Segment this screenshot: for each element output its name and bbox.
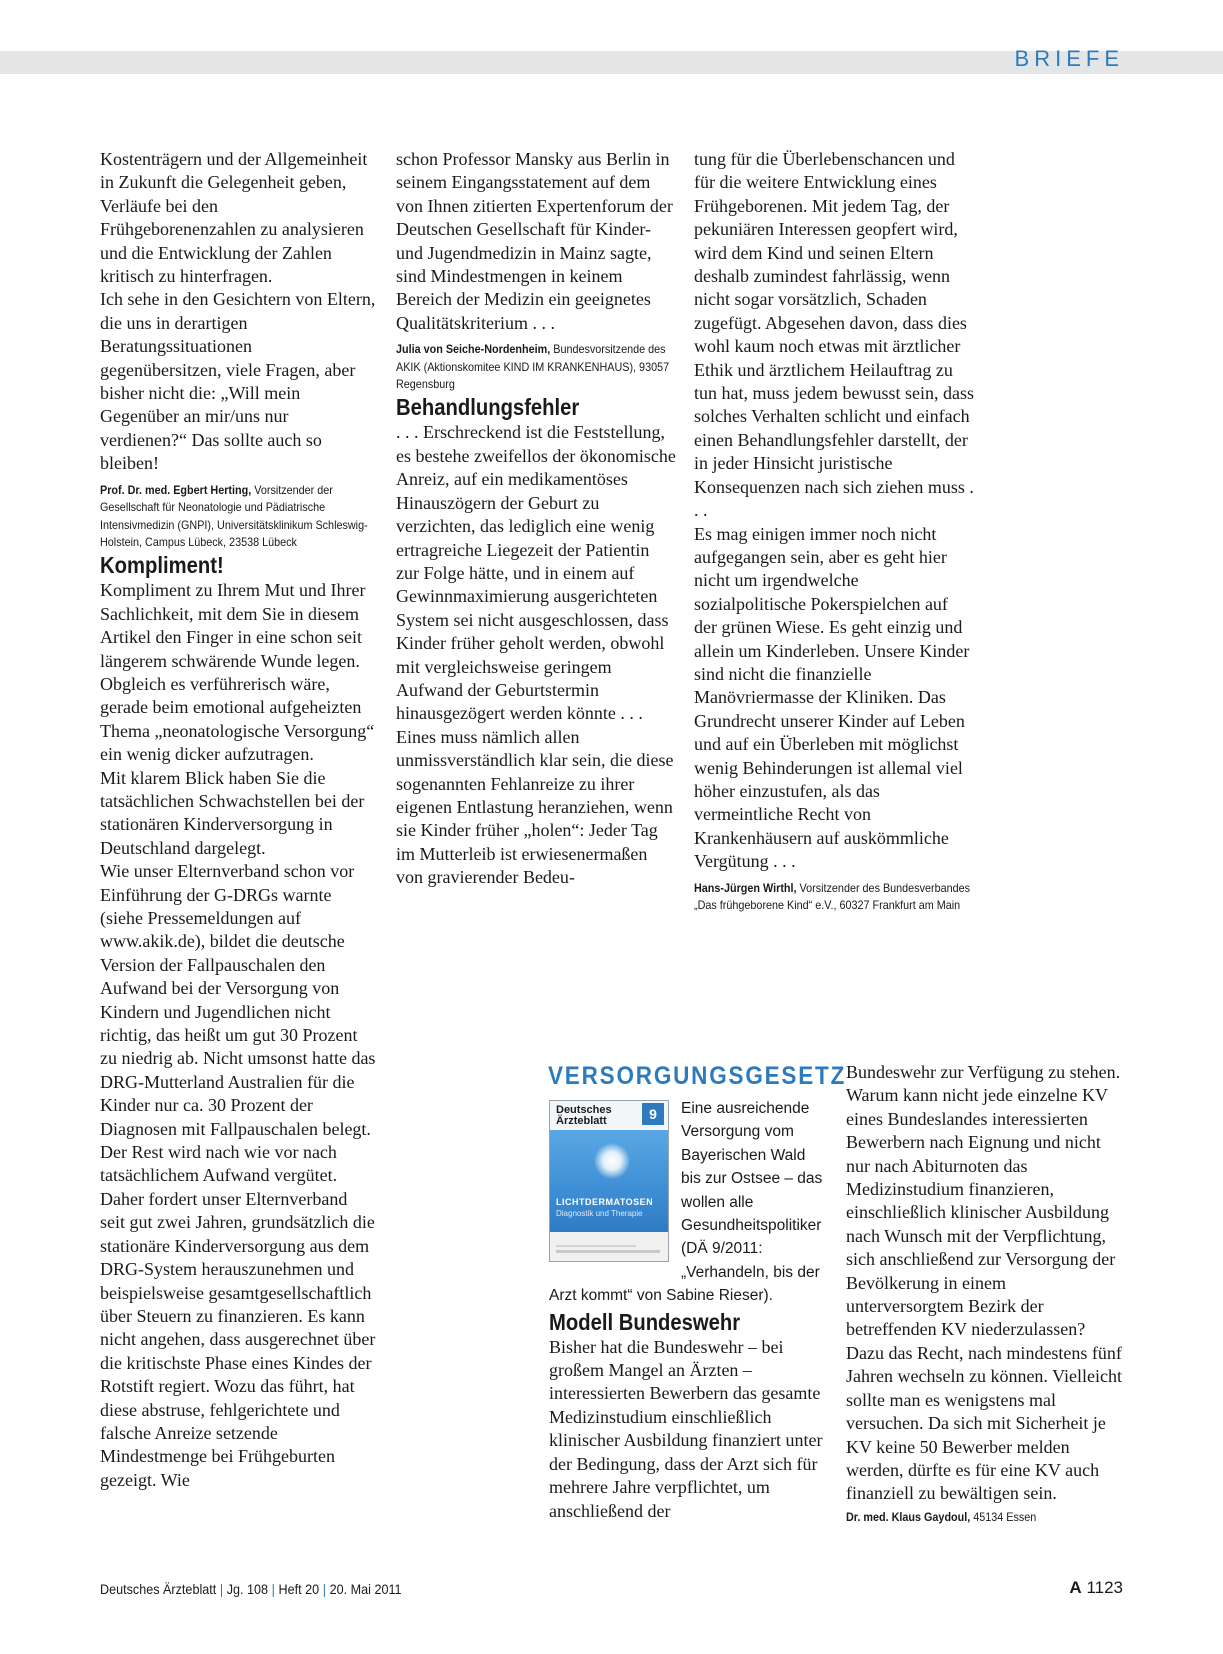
date: 20. Mai 2011 [329, 1581, 402, 1597]
page-number-value: 1123 [1086, 1578, 1123, 1597]
topic-label: VERSORGUNGSGESETZ [548, 1062, 847, 1090]
divider: | [219, 1581, 224, 1597]
magazine-cover-image [549, 1100, 669, 1262]
signature-affiliation: Bundesvorsitzende des AKIK (Aktionskomitee KIND IM KRANKENHAUS), 93057 Regensburg [396, 342, 670, 392]
letter-signature [694, 880, 974, 915]
paragraph: Daher fordert unser Elternverband seit gut zwei Jahren, grundsätzlich die stationäre Kinderversorgung aus dem DRG-System herauszunehmen und beispielsweise gesamtgesellschaftlich über Steuern zu finanzieren. Es kann nicht angehen, dass ausgerechnet über die kritischste Phase eines Kindes der Rotstift regiert. Wozu das führt, hat diese abstruse, fehlgerichtete und falsche Anreize setzende Mindestmenge bei Frühgeburten gezeigt. Wie [100, 1188, 376, 1490]
cover-brand: Deutsches Ärzteblatt [556, 1104, 612, 1127]
teaser-block [549, 1097, 829, 1523]
paragraph: Warum kann nicht jede einzelne KV eines Bundeslandes interessierten Bewerbern nach Eignung und nicht nur nach Abiturnoten das Medizinstudium finanzieren, einschließlich klinischer Ausbildung nach Wunsch mit der Verpflichtung, sich anschließend zur Versorgung der Bevölkerung in einem unterversorgtem Bezirk der betreffenden KV niederzulassen? [846, 1085, 1116, 1340]
cover-title: LICHTDERMATOSEN [556, 1197, 654, 1207]
letter-heading: Modell Bundeswehr [549, 1308, 741, 1335]
paragraph: Ich sehe in den Gesichtern von Eltern, die uns in derartigen Beratungssituationen gegenübersitzen, viele Fragen, aber bisher nicht die: „Will mein Gegenüber an mir/uns nur verdienen?“ Das sollte auch so bleiben! [100, 289, 376, 474]
paragraph: Kostenträgern und der Allgemeinheit in Zukunft die Gelegenheit geben, Verläufe bei den Frühgeborenenzahlen zu analysieren und die Entwicklung der Zahlen kritisch zu hinterfragen. [100, 149, 368, 287]
divider: | [271, 1581, 275, 1597]
issue: Heft 20 [278, 1581, 320, 1597]
column-3 [694, 148, 974, 914]
paragraph: Mit klarem Blick haben Sie die tatsächlichen Schwachstellen bei der stationären Kinderversorgung in Deutschland dargelegt. [100, 767, 365, 858]
column-2 [396, 148, 676, 890]
column-5 [846, 1061, 1126, 1526]
cover-text-line [556, 1250, 660, 1253]
paragraph: Dazu das Recht, nach mindestens fünf Jahren wechseln zu können. Vielleicht sollte man es wenigstens mal versuchen. Da sich mit Sicherheit je KV keine 50 Bewerber melden werden, dürfte es für eine KV auch finanziell zu bewältigen sein. [846, 1342, 1122, 1504]
paragraph: schon Professor Mansky aus Berlin in seinem Eingangsstatement auf dem von Ihnen zitierten Expertenforum der Deutschen Gesellschaft für Kinder- und Jugendmedizin in Mainz sagte, sind Mindestmengen in keinem Bereich der Medizin ein geeignetes Qualitätskriterium . . . [396, 149, 673, 333]
signature-affiliation: Vorsitzender der Gesellschaft für Neonatologie und Pädiatrische Intensivmedizin (GNPI), Universitätsklinikum Schleswig-Holstein, Campus Lübeck, 23538 Lübeck [100, 482, 368, 549]
letter-heading: Kompliment! [100, 552, 224, 579]
signature-name: Prof. Dr. med. Egbert Herting, [100, 482, 252, 497]
divider: | [322, 1581, 327, 1597]
signature-affiliation: Vorsitzender des Bundesverbandes „Das frühgeborene Kind“ e.V., 60327 Frankfurt am Main [694, 880, 971, 912]
paragraph: tung für die Überlebenschancen und für die weitere Entwicklung eines Frühgeborenen. Mit jedem Tag, der pekuniären Interessen geopfert wird, wird dem Kind und seinen Eltern deshalb zumindest fahrlässig, wenn nicht sogar vorsätzlich, Schaden zugefügt. Abgesehen davon, dass dies wohl kaum noch etwas mit ärztlicher Ethik und ärztlichem Heilauftrag zu tun hat, muss jedem bewusst sein, dass solches Verhalten schlicht und einfach einen Behandlungsfehler darstellt, der in jeder Hinsicht juristische Konsequenzen nach sich ziehen muss . . . [694, 149, 974, 521]
journal-name: Deutsches Ärzteblatt [100, 1581, 217, 1597]
paragraph: Eines muss nämlich allen unmissverständlich klar sein, die diese sogenannten Fehlanreize zu ihrer eigenen Entlastung heranziehen, wenn sie Kinder früher „holen“: Jeder Tag im Mutterleib ist erwiesenermaßen von gravierender Bedeu- [396, 726, 674, 888]
paragraph: Bisher hat die Bundeswehr – bei großem Mangel an Ärzten – interessierten Bewerbern das gesamte Medizinstudium einschließlich klinischer Ausbildung finanziert unter der Bedingung, dass der Arzt sich für mehrere Jahre verpflichtet, um anschließend der [549, 1336, 823, 1521]
paragraph: Wie unser Elternverband schon vor Einführung der G-DRGs warnte (siehe Pressemeldungen auf www.akik.de), bildet die deutsche Version der Fallpauschalen den Aufwand bei der Versorgung von Kindern und Jugendlichen nicht richtig, das heißt um gut 30 Prozent zu niedrig ab. Nicht umsonst hatte das DRG-Mutterland Australien für die Kinder nur ca. 30 Prozent der Diagnosen mit Fallpauschalen belegt. Der Rest wird nach wie vor nach tatsächlichem Aufwand vergütet. [100, 861, 376, 1186]
letter-signature [396, 341, 676, 393]
sun-icon [594, 1143, 630, 1179]
paragraph: Bundeswehr zur Verfügung zu stehen. [846, 1062, 1121, 1082]
letter-signature [100, 482, 376, 552]
paragraph: Es mag einigen immer noch nicht aufgegangen sein, aber es geht hier nicht um irgendwelche sozialpolitische Pokerspielchen auf der grünen Wiese. Es geht einzig und allein um Kinderleben. Unsere Kinder sind nicht die finanzielle Manövriermasse der Kliniken. Das Grundrecht unserer Kinder auf Leben und auf ein Überleben mit möglichst wenig Behinderungen ist allemal viel höher einzustufen, als das vermeintliche Recht von Krankenhäusern auf auskömmliche Vergütung . . . [694, 523, 970, 872]
section-label: BRIEFE [1014, 46, 1124, 71]
cover-issue-number: 9 [642, 1103, 664, 1125]
page-number [1069, 1578, 1123, 1598]
cover-text-line [556, 1245, 636, 1247]
letter-signature [846, 1509, 1126, 1526]
signature-name: Hans-Jürgen Wirthl, [694, 880, 797, 895]
letter-heading: Behandlungsfehler [396, 394, 580, 421]
signature-name: Dr. med. Klaus Gaydoul, [846, 1509, 971, 1524]
paragraph: Kompliment zu Ihrem Mut und Ihrer Sachlichkeit, mit dem Sie in diesem Artikel den Finger in eine schon seit längerem schwärende Wunde legen. Obgleich es verführerisch wäre, gerade beim emotional aufgeheizten Thema „neonatologische Versorgung“ ein wenig dicker aufzutragen. [100, 580, 375, 765]
paragraph: . . . Erschreckend ist die Feststellung, es bestehe zweifellos der ökonomische Anreiz, auf ein medikamentöses Hinauszögern der Geburt zu verzichten, das lediglich eine wenig ertragreiche Liegezeit der Patientin zur Folge hätte, und in einem auf Gewinnmaximierung ausgerichteten System sei nicht ausgeschlossen, dass Kinder früher geholt werden, obwohl mit vergleichsweise geringem Aufwand der Geburtstermin hinausgezögert werden könnte . . . [396, 422, 676, 724]
page-prefix: A [1069, 1578, 1082, 1597]
footer-citation [100, 1581, 402, 1597]
cover-subtitle: Diagnostik und Therapie [556, 1209, 643, 1218]
volume: Jg. 108 [226, 1581, 269, 1597]
teaser-text: Eine ausreichende Versorgung vom Bayerischen Wald bis zur Ostsee – das wollen alle Gesundheitspolitiker (DÄ 9/2011: „Verhandeln, bis der Arzt kommt“ von Sabine Rieser). [549, 1100, 823, 1305]
column-1 [100, 148, 376, 1492]
signature-name: Julia von Seiche-Nordenheim, [396, 342, 551, 357]
signature-affiliation: 45134 Essen [970, 1509, 1037, 1524]
